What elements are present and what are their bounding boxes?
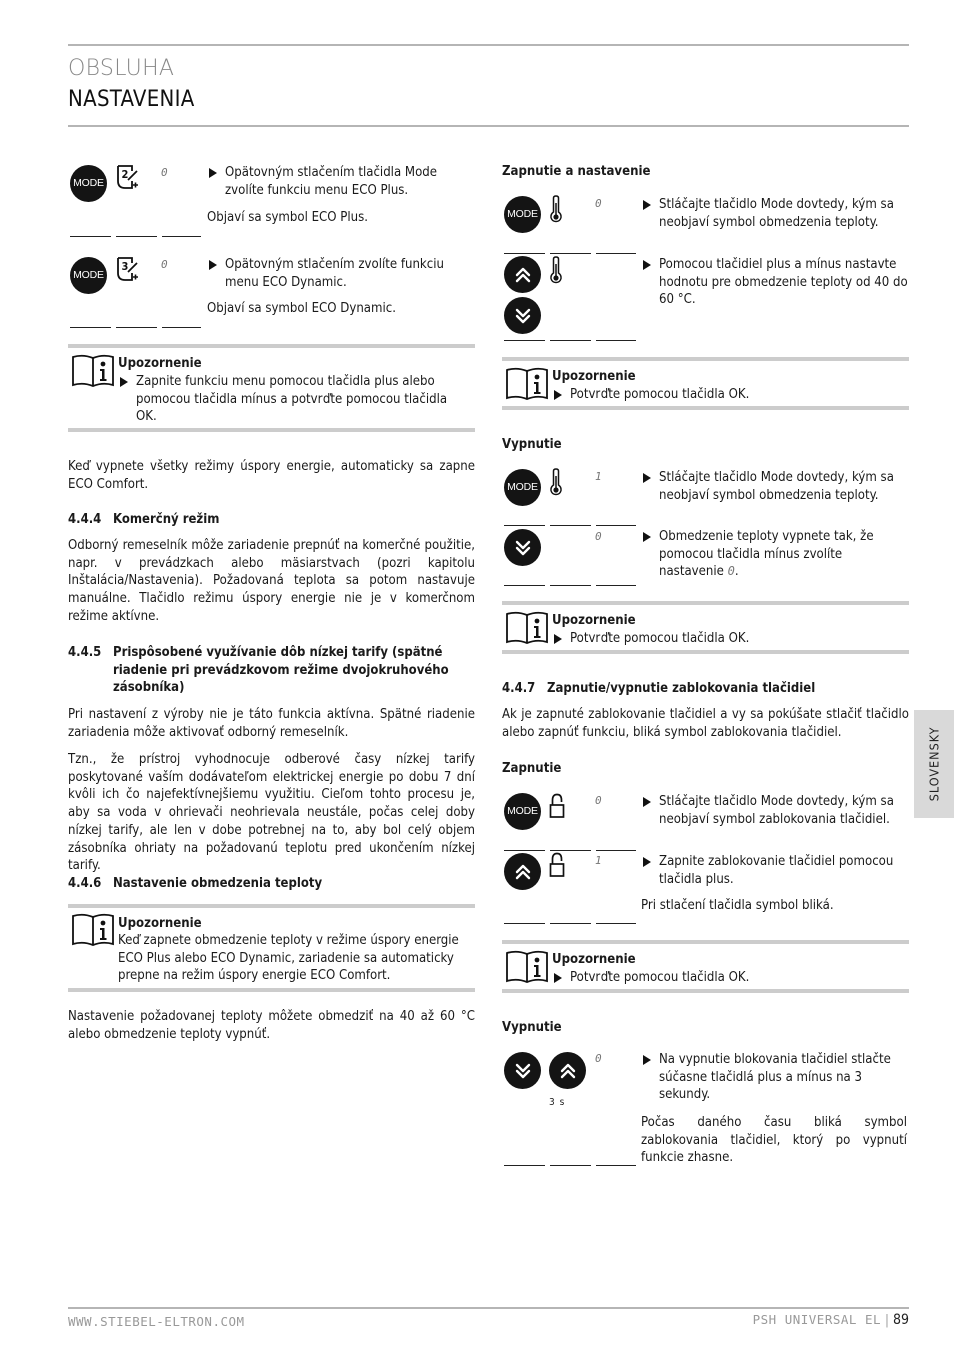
display-value: 0	[161, 166, 168, 179]
chevron-up-icon	[514, 863, 532, 881]
note-rule-bottom	[68, 988, 475, 992]
header-rule-bottom	[68, 125, 909, 127]
display-rule	[550, 1165, 591, 1166]
mode-button[interactable]: MODE	[70, 257, 107, 294]
note-text: Potvrďte pomocou tlačidla OK.	[552, 630, 907, 648]
paragraph: Ak je zapnuté zablokovanie tlačidiel a vy sa pokúšate stlačiť tlačidlo alebo zapnúť funkciu, bliká symbol zablokovania tlačidiel.	[502, 707, 909, 740]
note-text: Keď zapnete obmedzenie teploty v režime úspory energie ECO Plus alebo ECO Dynamic, zariadenie sa automaticky prepne na režim úspory energie ECO Comfort.	[118, 933, 459, 984]
section-title: OBSLUHA	[68, 56, 175, 81]
info-book-icon	[505, 949, 549, 985]
display-value: 0	[595, 530, 602, 543]
info-book-icon	[71, 353, 115, 389]
note-rule-top	[68, 344, 475, 348]
display-rule	[596, 1165, 636, 1166]
note-text: Potvrďte pomocou tlačidla OK.	[552, 969, 907, 987]
instruction-step: Stláčajte tlačidlo Mode dovtedy, kým sa neobjaví symbol obmedzenia teploty.	[641, 469, 909, 504]
section-heading: 4.4.5 Prispôsobené využívanie dôb nízkej tarify (spätné riadenie pri prevádzkovom režime dvojokruhového zásobníka)	[68, 645, 449, 696]
display-rule	[70, 236, 111, 237]
chevron-down-icon	[514, 539, 532, 557]
svg-text:3: 3	[121, 260, 129, 273]
chevron-down-icon	[514, 307, 532, 325]
display-rule	[550, 585, 591, 586]
mode-button[interactable]: MODE	[504, 793, 541, 830]
footer-url: WWW.STIEBEL-ELTRON.COM	[68, 1314, 245, 1329]
display-rule	[162, 327, 201, 328]
instruction-step: Opätovným stlačením zvolíte funkciu menu ECO Dynamic.	[207, 256, 475, 291]
display-rule	[504, 850, 545, 851]
section-heading: 4.4.6 Nastavenie obmedzenia teploty	[68, 876, 323, 891]
note-rule-bottom	[502, 650, 909, 654]
minus-button[interactable]	[504, 297, 541, 334]
page-title: NASTAVENIA	[68, 87, 195, 112]
display-rule	[504, 525, 545, 526]
display-rule	[116, 327, 157, 328]
info-book-icon	[505, 366, 549, 402]
display-rule	[162, 236, 201, 237]
instruction-step: Zapnite zablokovanie tlačidiel pomocou tlačidla plus.	[641, 853, 909, 888]
display-rule	[504, 1165, 545, 1166]
chevron-up-icon	[514, 266, 532, 284]
display-rule	[504, 340, 545, 341]
display-rule	[504, 585, 545, 586]
display-rule	[596, 340, 636, 341]
info-book-icon	[505, 610, 549, 646]
note-text: Potvrďte pomocou tlačidla OK.	[552, 386, 907, 404]
note-title: Upozornenie	[118, 356, 202, 371]
display-rule	[596, 923, 636, 924]
display-value: 1	[595, 854, 602, 867]
footer-right	[753, 1311, 909, 1330]
eco-dynamic-icon	[115, 255, 139, 283]
mode-button[interactable]: MODE	[70, 165, 107, 202]
section-heading: 4.4.7 Zapnutie/vypnutie zablokovania tlačidiel	[502, 681, 816, 696]
note-title: Upozornenie	[552, 952, 636, 967]
chevron-down-icon	[514, 1062, 532, 1080]
display-value: 0	[161, 258, 168, 271]
note-rule-top	[502, 601, 909, 605]
plus-button[interactable]	[549, 1052, 586, 1089]
section-heading: 4.4.4 Komerčný režim	[68, 512, 220, 527]
instruction-step: Obmedzenie teploty vypnete tak, že pomocou tlačidla mínus zvolíte nastavenie 0.	[641, 528, 909, 581]
instruction-step: Opätovným stlačením tlačidla Mode zvolíte funkciu menu ECO Plus.	[207, 164, 475, 199]
paragraph: Tzn., že prístroj vyhodnocuje odberové časy nízkej tarify poskytované vaším dodávateľom elektrickej energie po dobu 7 dní kvôli ich čo najefektívnejšiemu využitiu. Cieľom tohto procesu je, aby sa voda v ohrievači neohrievala neustále, počas celej doby nízkej tarify, ale len v dobe potrebnej na to, aby bol celý objem zásobníka ohriaty na požadovanú teplotu pred ukončením nízkej tarify.	[68, 752, 475, 874]
svg-text:2: 2	[121, 168, 129, 181]
mode-button[interactable]: MODE	[504, 469, 541, 506]
thermometer-icon	[549, 195, 563, 223]
note-title: Upozornenie	[552, 369, 636, 384]
note-title: Upozornenie	[552, 613, 636, 628]
display-rule	[550, 923, 591, 924]
display-rule	[596, 253, 636, 254]
language-tab: SLOVENSKY	[914, 710, 954, 818]
note-rule-top	[502, 940, 909, 944]
display-rule	[596, 585, 636, 586]
lock-icon	[549, 852, 565, 878]
display-rule	[116, 236, 157, 237]
display-rule	[550, 525, 591, 526]
subheading: Vypnutie	[502, 1020, 562, 1035]
eco-plus-icon	[115, 163, 139, 191]
note-title: Upozornenie	[118, 916, 202, 931]
instruction-result: Objaví sa symbol ECO Dynamic.	[207, 301, 396, 316]
footer-rule	[68, 1307, 909, 1309]
minus-button[interactable]	[504, 529, 541, 566]
display-rule	[596, 525, 636, 526]
subheading: Zapnutie a nastavenie	[502, 164, 651, 179]
inline-display-value: 0	[727, 564, 735, 579]
press-duration: 3 s	[549, 1097, 566, 1108]
thermometer-icon	[549, 468, 563, 496]
instruction-result: Objaví sa symbol ECO Plus.	[207, 210, 369, 225]
instruction-step: Na vypnutie blokovania tlačidiel stlačte súčasne tlačidlá plus a mínus na 3 sekundy.	[641, 1051, 909, 1104]
thermometer-icon	[549, 256, 563, 284]
instruction-result: Pri stlačení tlačidla symbol bliká.	[641, 898, 834, 913]
plus-button[interactable]	[504, 256, 541, 293]
info-book-icon	[71, 912, 115, 948]
display-rule	[550, 850, 591, 851]
paragraph: Pri nastavení z výroby nie je táto funkcia aktívna. Spätné riadenie zariadenia môže aktivovať odborný remeselník.	[68, 707, 475, 740]
display-value: 0	[595, 794, 602, 807]
display-rule	[70, 327, 111, 328]
subheading: Zapnutie	[502, 761, 562, 776]
note-rule-bottom	[502, 406, 909, 410]
display-rule	[596, 850, 636, 851]
minus-button[interactable]	[504, 1052, 541, 1089]
footer-product: PSH UNIVERSAL EL	[752, 1312, 882, 1327]
instruction-result: Počas daného času bliká symbol zablokovania tlačidiel, ktorý po vypnutí funkcie zhasne.	[641, 1115, 907, 1166]
lock-icon	[549, 793, 565, 819]
note-rule-top	[68, 904, 475, 908]
display-rule	[550, 340, 591, 341]
instruction-step: Stláčajte tlačidlo Mode dovtedy, kým sa neobjaví symbol obmedzenia teploty.	[641, 196, 909, 231]
display-rule	[504, 923, 545, 924]
display-value: 1	[595, 470, 602, 483]
note-rule-top	[502, 357, 909, 361]
note-rule-bottom	[502, 989, 909, 993]
chevron-up-icon	[559, 1062, 577, 1080]
instruction-step: Stláčajte tlačidlo Mode dovtedy, kým sa neobjaví symbol zablokovania tlačidiel.	[641, 793, 909, 828]
paragraph: Keď vypnete všetky režimy úspory energie, automaticky sa zapne ECO Comfort.	[68, 459, 475, 492]
paragraph: Odborný remeselník môže zariadenie prepnúť na komerčné použitie, napr. v prevádzkach alebo mäsiarstvach (pozri kapitolu Inštalácia/Nastavenia). Požadovaná teplota sa potom nastavuje manuálne. Tlačidlo režimu úspory energie nie je v komerčnom režime aktívne.	[68, 538, 475, 624]
display-rule	[550, 253, 591, 254]
plus-button[interactable]	[504, 853, 541, 890]
subheading: Vypnutie	[502, 437, 562, 452]
display-value: 0	[595, 1052, 602, 1065]
paragraph: Nastavenie požadovanej teploty môžete obmedziť na 40 až 60 °C alebo obmedzenie teploty vypnúť.	[68, 1009, 475, 1042]
display-value: 0	[595, 197, 602, 210]
instruction-step: Pomocou tlačidiel plus a mínus nastavte hodnotu pre obmedzenie teploty od 40 do 60 °C.	[641, 256, 909, 309]
note-rule-bottom	[68, 428, 475, 432]
mode-button[interactable]: MODE	[504, 196, 541, 233]
footer-separator: |	[885, 1313, 889, 1328]
note-text: Zapnite funkciu menu pomocou tlačidla plus alebo pomocou tlačidla mínus a potvrďte pomocou tlačidla OK.	[118, 373, 470, 426]
header-rule-top	[68, 44, 909, 46]
display-rule	[504, 253, 545, 254]
page-number: 89	[892, 1312, 909, 1328]
